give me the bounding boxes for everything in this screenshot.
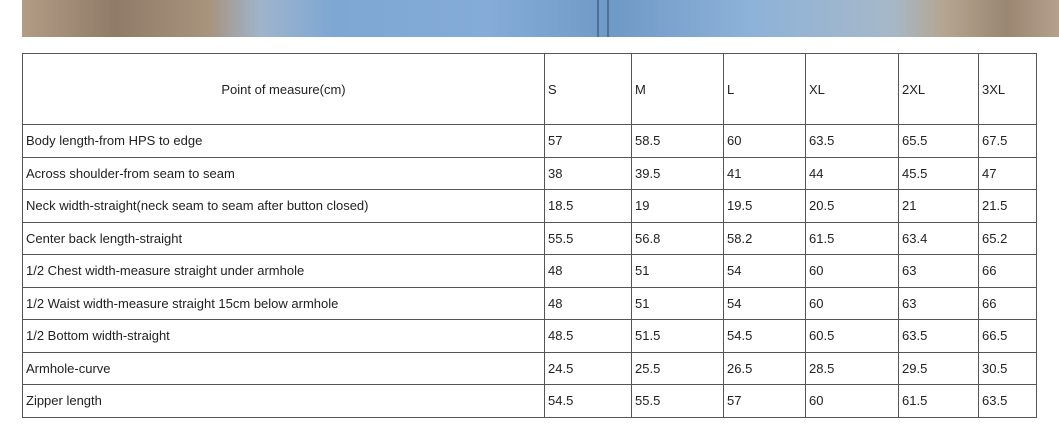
- measure-value-cell: 57: [724, 385, 806, 418]
- measure-value-cell: 51: [632, 255, 724, 288]
- measure-value-cell: 63.5: [806, 125, 899, 158]
- measure-value-cell: 57: [545, 125, 632, 158]
- measure-value-cell: 48: [545, 255, 632, 288]
- measure-value-cell: 20.5: [806, 190, 899, 223]
- measure-value-cell: 65.2: [979, 222, 1037, 255]
- size-column-header: 3XL: [979, 54, 1037, 125]
- size-column-header: XL: [806, 54, 899, 125]
- table-row: [23, 287, 1037, 320]
- measure-value-cell: 54: [724, 287, 806, 320]
- measure-column-header: Point of measure(cm): [23, 54, 545, 125]
- measure-value-cell: 56.8: [632, 222, 724, 255]
- seam-line: [597, 0, 599, 37]
- measure-value-cell: 47: [979, 157, 1037, 190]
- measure-value-cell: 51: [632, 287, 724, 320]
- measure-value-cell: 63: [899, 287, 979, 320]
- measure-value-cell: 66: [979, 255, 1037, 288]
- size-column-header: 2XL: [899, 54, 979, 125]
- measure-label-cell: 1/2 Bottom width-straight: [23, 320, 545, 353]
- measure-value-cell: 48: [545, 287, 632, 320]
- measure-label-cell: Center back length-straight: [23, 222, 545, 255]
- measure-value-cell: 63.4: [899, 222, 979, 255]
- measure-value-cell: 66.5: [979, 320, 1037, 353]
- measure-value-cell: 60: [724, 125, 806, 158]
- measure-label-cell: Across shoulder-from seam to seam: [23, 157, 545, 190]
- table-row: [23, 222, 1037, 255]
- measure-value-cell: 19: [632, 190, 724, 223]
- table-row: [23, 320, 1037, 353]
- measure-value-cell: 51.5: [632, 320, 724, 353]
- measure-value-cell: 58.5: [632, 125, 724, 158]
- measure-value-cell: 60: [806, 255, 899, 288]
- measure-value-cell: 54.5: [724, 320, 806, 353]
- table-row: [23, 255, 1037, 288]
- measure-label-cell: Armhole-curve: [23, 352, 545, 385]
- measure-value-cell: 24.5: [545, 352, 632, 385]
- measure-value-cell: 18.5: [545, 190, 632, 223]
- measure-value-cell: 29.5: [899, 352, 979, 385]
- measure-value-cell: 38: [545, 157, 632, 190]
- measure-value-cell: 63: [899, 255, 979, 288]
- measure-value-cell: 61.5: [806, 222, 899, 255]
- measure-value-cell: 25.5: [632, 352, 724, 385]
- measure-value-cell: 30.5: [979, 352, 1037, 385]
- measure-value-cell: 55.5: [632, 385, 724, 418]
- measure-value-cell: 61.5: [899, 385, 979, 418]
- measure-value-cell: 60: [806, 287, 899, 320]
- product-photo: [22, 0, 1059, 37]
- measure-label-cell: Neck width-straight(neck seam to seam after button closed): [23, 190, 545, 223]
- measure-value-cell: 19.5: [724, 190, 806, 223]
- table-row: [23, 125, 1037, 158]
- measure-value-cell: 28.5: [806, 352, 899, 385]
- measure-value-cell: 67.5: [979, 125, 1037, 158]
- measure-value-cell: 63.5: [979, 385, 1037, 418]
- measure-value-cell: 63.5: [899, 320, 979, 353]
- measure-label-cell: Zipper length: [23, 385, 545, 418]
- size-column-header: S: [545, 54, 632, 125]
- measure-value-cell: 48.5: [545, 320, 632, 353]
- measure-value-cell: 21.5: [979, 190, 1037, 223]
- measure-value-cell: 58.2: [724, 222, 806, 255]
- table-row: [23, 385, 1037, 418]
- measure-value-cell: 26.5: [724, 352, 806, 385]
- measure-value-cell: 60: [806, 385, 899, 418]
- table-row: [23, 352, 1037, 385]
- table-header-row: [23, 54, 1037, 125]
- measure-label-cell: 1/2 Chest width-measure straight under armhole: [23, 255, 545, 288]
- seam-line: [607, 0, 609, 37]
- measure-label-cell: Body length-from HPS to edge: [23, 125, 545, 158]
- measure-value-cell: 44: [806, 157, 899, 190]
- measure-value-cell: 41: [724, 157, 806, 190]
- measure-value-cell: 54.5: [545, 385, 632, 418]
- size-chart-table: [22, 53, 1037, 418]
- size-column-header: M: [632, 54, 724, 125]
- measure-value-cell: 45.5: [899, 157, 979, 190]
- size-column-header: L: [724, 54, 806, 125]
- measure-value-cell: 54: [724, 255, 806, 288]
- measure-value-cell: 39.5: [632, 157, 724, 190]
- measure-value-cell: 55.5: [545, 222, 632, 255]
- measure-value-cell: 65.5: [899, 125, 979, 158]
- measure-value-cell: 21: [899, 190, 979, 223]
- table-row: [23, 190, 1037, 223]
- measure-value-cell: 60.5: [806, 320, 899, 353]
- measure-value-cell: 66: [979, 287, 1037, 320]
- table-row: [23, 157, 1037, 190]
- measure-label-cell: 1/2 Waist width-measure straight 15cm below armhole: [23, 287, 545, 320]
